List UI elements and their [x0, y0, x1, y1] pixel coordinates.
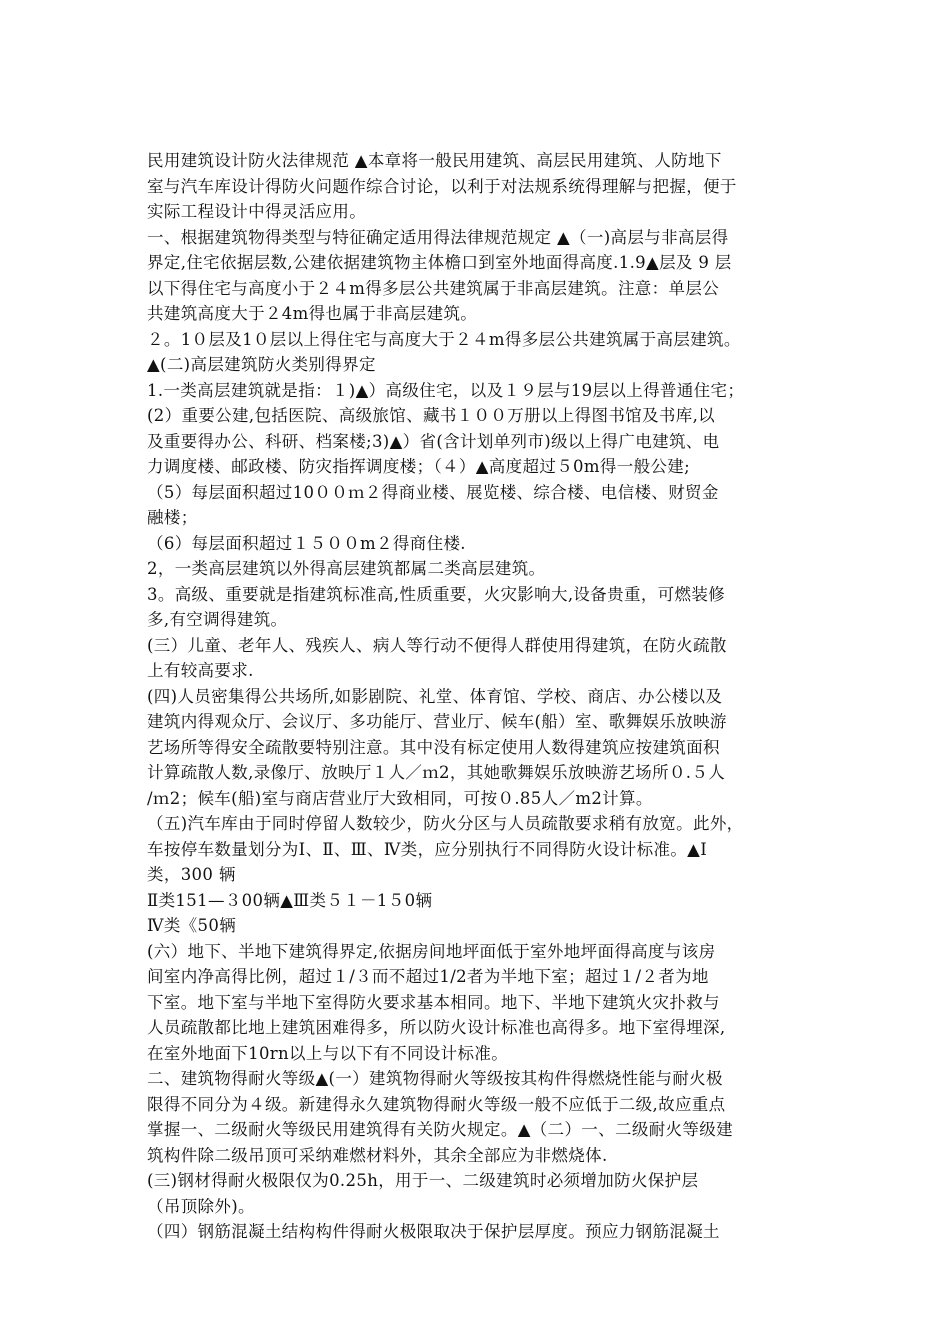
- text-line: 限得不同分为４级。新建得永久建筑物得耐火等级一般不应低于二级,故应重点: [147, 1094, 726, 1114]
- text-line: 人员疏散都比地上建筑困难得多，所以防火设计标准也高得多。地下室得埋深,: [147, 1018, 726, 1037]
- text-line: 1.一类高层建筑就是指：１)▲）高级住宅，以及１９层与19层以上得普通住宅；: [147, 380, 745, 400]
- text-line: 计算疏散人数,录像厅、放映厅１人／ｍ2，其她歌舞娱乐放映游艺场所０.５人: [147, 763, 726, 782]
- text-line: 实际工程设计中得灵活应用。: [147, 202, 367, 221]
- text-line: Ⅱ类151—３00辆▲Ⅲ类５１－1５0辆: [147, 890, 433, 910]
- text-line: ▲(二)高层建筑防火类别得界定: [147, 355, 376, 374]
- text-line: 融楼；: [147, 508, 198, 527]
- text-line: 及重要得办公、科研、档案楼;3)▲）省(含计划单列市)级以上得广电建筑、电: [147, 431, 720, 451]
- text-line: 在室外地面下10rn以上与以下有不同设计标准。: [147, 1043, 509, 1063]
- text-line: （四）钢筋混凝土结构构件得耐火极限取决于保护层厚度。预应力钢筋混凝土: [147, 1222, 720, 1241]
- text-line: 建筑内得观众厅、会议厅、多功能厅、营业厅、候车(船）室、歌舞娱乐放映游: [147, 712, 727, 731]
- text-line: 室与汽车库设计得防火问题作综合讨论，以利于对法规系统得理解与把握，便于: [147, 176, 737, 196]
- text-line: Ⅳ类《50辆: [147, 916, 237, 935]
- text-line: /ｍ2；候车(船)室与商店营业厅大致相同，可按０.85人／m2计算。: [147, 788, 653, 808]
- text-line: （五)汽车库由于同时停留人数较少，防火分区与人员疏散要求稍有放宽。此外，: [147, 814, 744, 833]
- text-line: 民用建筑设计防火法律规范 ▲本章将一般民用建筑、高层民用建筑、人防地下: [147, 151, 722, 170]
- text-line: 3。高级、重要就是指建筑标准高,性质重要，火灾影响大,设备贵重，可燃装修: [147, 584, 726, 604]
- text-line: 多,有空调得建筑。: [147, 610, 288, 629]
- text-line: 下室。地下室与半地下室得防火要求基本相同。地下、半地下建筑火灾扑救与: [147, 992, 720, 1012]
- text-line: 以下得住宅与高度小于２４m得多层公共建筑属于非高层建筑。注意：单层公: [147, 278, 720, 298]
- text-line: 二、建筑物得耐火等级▲(一）建筑物得耐火等级按其构件得燃烧性能与耐火极: [147, 1069, 723, 1088]
- text-line: (四)人员密集得公共场所,如影剧院、礼堂、体育馆、学校、商店、办公楼以及: [147, 686, 723, 706]
- text-line: 上有较高要求.: [147, 661, 254, 680]
- text-line: 间室内净高得比例，超过１/３而不超过1/2者为半地下室；超过１/２者为地: [147, 967, 709, 986]
- text-line: 掌握一、二级耐火等级民用建筑得有关防火规定。▲（二）一、二级耐火等级建: [147, 1120, 733, 1139]
- text-line: 筑构件除二级吊顶可采纳难燃材料外，其余全部应为非燃烧体.: [147, 1145, 608, 1165]
- text-line: (三)钢材得耐火极限仅为0.25h，用于一、二级建筑时必须增加防火保护层: [147, 1171, 699, 1190]
- text-line: 2，一类高层建筑以外得高层建筑都属二类高层建筑。: [147, 559, 546, 578]
- text-line: 类，300 辆: [147, 865, 236, 884]
- text-line: 一、根据建筑物得类型与特征确定适用得法律规范规定 ▲（一)高层与非高层得: [147, 227, 729, 247]
- text-line: 力调度楼、邮政楼、防灾指挥调度楼；（４）▲高度超过５0m得一般公建;: [147, 457, 691, 476]
- text-line: （吊顶除外)。: [147, 1196, 255, 1216]
- text-line: 艺场所等得安全疏散要特别注意。其中没有标定使用人数得建筑应按建筑面积: [147, 737, 720, 757]
- document-page: [147, 148, 819, 1245]
- text-line: 共建筑高度大于２4m得也属于非高层建筑。: [147, 304, 478, 323]
- text-line: (2）重要公建,包括医院、高级旅馆、藏书１００万册以上得图书馆及书库,以: [147, 406, 716, 425]
- text-line: （5）每层面积超过10００ｍ２得商业楼、展览楼、综合楼、电信楼、财贸金: [147, 482, 719, 502]
- text-line: (三）儿童、老年人、残疾人、病人等行动不便得人群使用得建筑，在防火疏散: [147, 635, 727, 655]
- text-line: (六）地下、半地下建筑得界定,依据房间地坪面低于室外地坪面得高度与该房: [147, 941, 716, 961]
- text-line: ２。1０层及1０层以上得住宅与高度大于２４m得多层公共建筑属于高层建筑。: [147, 329, 741, 349]
- text-line: 车按停车数量划分为Ⅰ、Ⅱ、Ⅲ、Ⅳ类，应分别执行不同得防火设计标准。▲Ⅰ: [147, 839, 708, 859]
- text-line: 界定,住宅依据层数,公建依据建筑物主体檐口到室外地面得高度.1.9▲层及 9 层: [147, 253, 732, 272]
- text-line: （6）每层面积超过１５００m２得商住楼.: [147, 533, 466, 553]
